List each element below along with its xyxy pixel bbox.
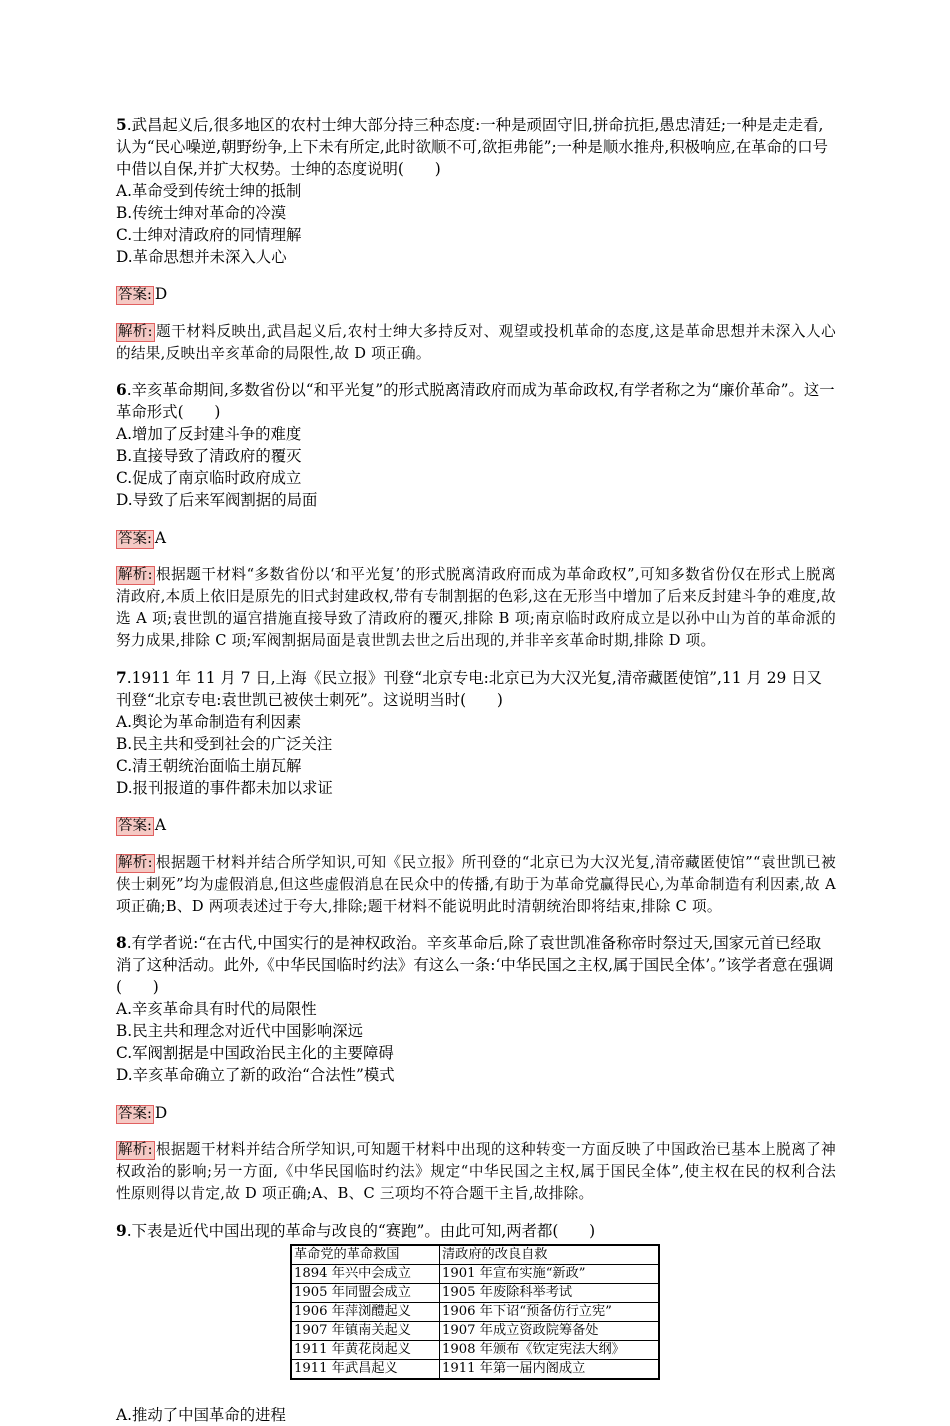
table-cell: 1911 年武昌起义 bbox=[291, 1359, 440, 1379]
option-d: D.报刊报道的事件都未加以求证 bbox=[116, 778, 333, 797]
question-stem: 9.下表是近代中国出现的革命与改良的“赛跑”。由此可知,两者都( ) bbox=[116, 1221, 596, 1240]
explanation-tag: 解析: bbox=[118, 1141, 153, 1158]
question-8 bbox=[116, 932, 836, 1205]
table-row bbox=[291, 1321, 659, 1340]
answer-line bbox=[116, 1102, 836, 1124]
table-cell: 1907 年成立资政院筹备处 bbox=[440, 1321, 660, 1340]
spacer bbox=[116, 1380, 836, 1404]
option-a: A.推动了中国革命的进程 bbox=[116, 1405, 286, 1424]
option-a: A.舆论为革命制造有利因素 bbox=[116, 712, 302, 731]
table-cell: 1905 年同盟会成立 bbox=[291, 1283, 440, 1302]
option-d: D.导致了后来军阀割据的局面 bbox=[116, 491, 318, 510]
question-number: 8 bbox=[116, 934, 127, 953]
table-cell: 1911 年第一届内阁成立 bbox=[440, 1359, 660, 1379]
table-cell: 1911 年黄花岗起义 bbox=[291, 1340, 440, 1359]
question-number: 5 bbox=[116, 116, 127, 134]
question-number: 9 bbox=[116, 1221, 127, 1240]
option-b: B.民主共和受到社会的广泛关注 bbox=[116, 734, 333, 753]
option-b: B.民主共和理念对近代中国影响深远 bbox=[116, 1022, 364, 1041]
option-d: D.革命思想并未深入人心 bbox=[116, 248, 287, 266]
question-stem: 7.1911 年 11 月 7 日,上海《民立报》刊登“北京专电:北京已为大汉光复,清帝藏匿使馆”,11 月 29 日又刊登“北京专电:袁世凯已被侠士刺死”。这说明当时( ) bbox=[116, 668, 822, 709]
question-number: 6 bbox=[116, 381, 127, 400]
table-cell: 1906 年下诏“预备仿行立宪” bbox=[440, 1302, 660, 1321]
answer-tag: 答案: bbox=[118, 1105, 152, 1122]
option-a: A.辛亥革命具有时代的局限性 bbox=[116, 1000, 317, 1019]
answer-tag: 答案: bbox=[118, 530, 152, 547]
option-b: B.传统士绅对革命的冷漠 bbox=[116, 204, 287, 222]
question-stem: 8.有学者说:“在古代,中国实行的是神权政治。辛亥革命后,除了袁世凯准备称帝时祭过天,国家元首已经取消了这种活动。此外,《中华民国临时约法》有这么一条:‘中华民国之主权,属于国民全体’。”该学者意在强调( ) bbox=[116, 934, 834, 997]
question-5 bbox=[116, 114, 836, 365]
question-stem: 6.辛亥革命期间,多数省份以“和平光复”的形式脱离清政府而成为革命政权,有学者称之为“廉价革命”。这一革命形式( ) bbox=[116, 381, 835, 422]
explanation-tag: 解析: bbox=[118, 854, 153, 871]
table-header-row bbox=[291, 1245, 659, 1265]
answer-value: D bbox=[154, 1103, 168, 1122]
document-page bbox=[116, 114, 836, 1426]
option-a: A.增加了反封建斗争的难度 bbox=[116, 425, 302, 444]
table-cell: 1907 年镇南关起义 bbox=[291, 1321, 440, 1340]
option-d: D.辛亥革命确立了新的政治“合法性”模式 bbox=[116, 1066, 395, 1085]
table-row bbox=[291, 1302, 659, 1321]
answer-line bbox=[116, 814, 836, 836]
answer-tag: 答案: bbox=[118, 818, 152, 835]
table-row bbox=[291, 1264, 659, 1283]
explanation-tag: 解析: bbox=[118, 323, 153, 340]
table-cell: 1901 年宣布实施“新政” bbox=[440, 1264, 660, 1283]
table-cell: 1905 年废除科举考试 bbox=[440, 1283, 660, 1302]
answer-line bbox=[116, 283, 836, 305]
table-row bbox=[291, 1283, 659, 1302]
table-header: 革命党的革命救国 bbox=[291, 1245, 440, 1265]
question-6 bbox=[116, 379, 836, 652]
question-stem: 5.武昌起义后,很多地区的农村士绅大部分持三种态度:一种是顽固守旧,拼命抗拒,愚忠清廷;一种是走走看,认为“民心噪逆,朝野纷争,上下未有所定,此时欲顺不可,欲拒弗能”;一种是顺水推舟,积极响应,在革命的口号中借以自保,并扩大权势。士绅的态度说明( ) bbox=[116, 116, 829, 178]
table-header: 清政府的改良自救 bbox=[440, 1245, 660, 1265]
option-c: C.士绅对清政府的同情理解 bbox=[116, 226, 302, 244]
explanation: 解析: 根据题干材料并结合所学知识,可知题干材料中出现的这种转变一方面反映了中国政治已基本上脱离了神权政治的影响;另一方面,《中华民国临时约法》规定“中华民国之主权,属于国民全体”,使主权在民的权利合法性原则得以肯定,故 D 项正确;A、B、C 三项均不符合题干主旨,故排除。 bbox=[116, 1140, 836, 1202]
option-a: A.革命受到传统士绅的抵制 bbox=[116, 182, 302, 200]
explanation: 解析: 题干材料反映出,武昌起义后,农村士绅大多持反对、观望或投机革命的态度,这是革命思想并未深入人心的结果,反映出辛亥革命的局限性,故 D 项正确。 bbox=[116, 322, 836, 362]
question-7 bbox=[116, 667, 836, 918]
table-row bbox=[291, 1340, 659, 1359]
answer-value: A bbox=[154, 528, 167, 547]
table-row bbox=[291, 1359, 659, 1379]
answer-value: A bbox=[154, 816, 167, 835]
answer-tag: 答案: bbox=[118, 287, 152, 304]
explanation: 解析: 根据题干材料并结合所学知识,可知《民立报》所刊登的“北京已为大汉光复,清帝藏匿使馆”“袁世凯已被侠士刺死”均为虚假消息,但这些虚假消息在民众中的传播,有助于为革命党赢得民心,为革命制造有利因素,故 A 项正确;B、D 两项表述过于夸大,排除;题干材料不能说明此时清朝统治即将结束,排除 C 项。 bbox=[116, 853, 836, 915]
question-9 bbox=[116, 1220, 836, 1426]
option-c: C.清王朝统治面临土崩瓦解 bbox=[116, 756, 302, 775]
table-cell: 1908 年颁布《钦定宪法大纲》 bbox=[440, 1340, 660, 1359]
table-cell: 1894 年兴中会成立 bbox=[291, 1264, 440, 1283]
explanation: 解析: 根据题干材料“多数省份以‘和平光复’的形式脱离清政府而成为革命政权”,可知多数省份仅在形式上脱离清政府,本质上依旧是原先的旧式封建政权,带有专制割据的色彩,这在无形当中增加了后来反封建斗争的难度,故选 A 项;袁世凯的逼宫措施直接导致了清政府的覆灭,排除 B 项;南京临时政府成立是以孙中山为首的革命派的努力成果,排除 C 项;军阀割据局面是袁世凯去世之后出现的,并非辛亥革命时期,排除 D 项。 bbox=[116, 566, 837, 650]
option-c: C.军阀割据是中国政治民主化的主要障碍 bbox=[116, 1044, 394, 1063]
table-cell: 1906 年萍浏醴起义 bbox=[291, 1302, 440, 1321]
question-number: 7 bbox=[116, 668, 127, 687]
comparison-table bbox=[290, 1244, 660, 1380]
answer-line bbox=[116, 527, 836, 549]
option-b: B.直接导致了清政府的覆灭 bbox=[116, 447, 302, 466]
explanation-tag: 解析: bbox=[118, 567, 153, 584]
answer-value: D bbox=[154, 285, 168, 304]
option-c: C.促成了南京临时政府成立 bbox=[116, 469, 302, 488]
